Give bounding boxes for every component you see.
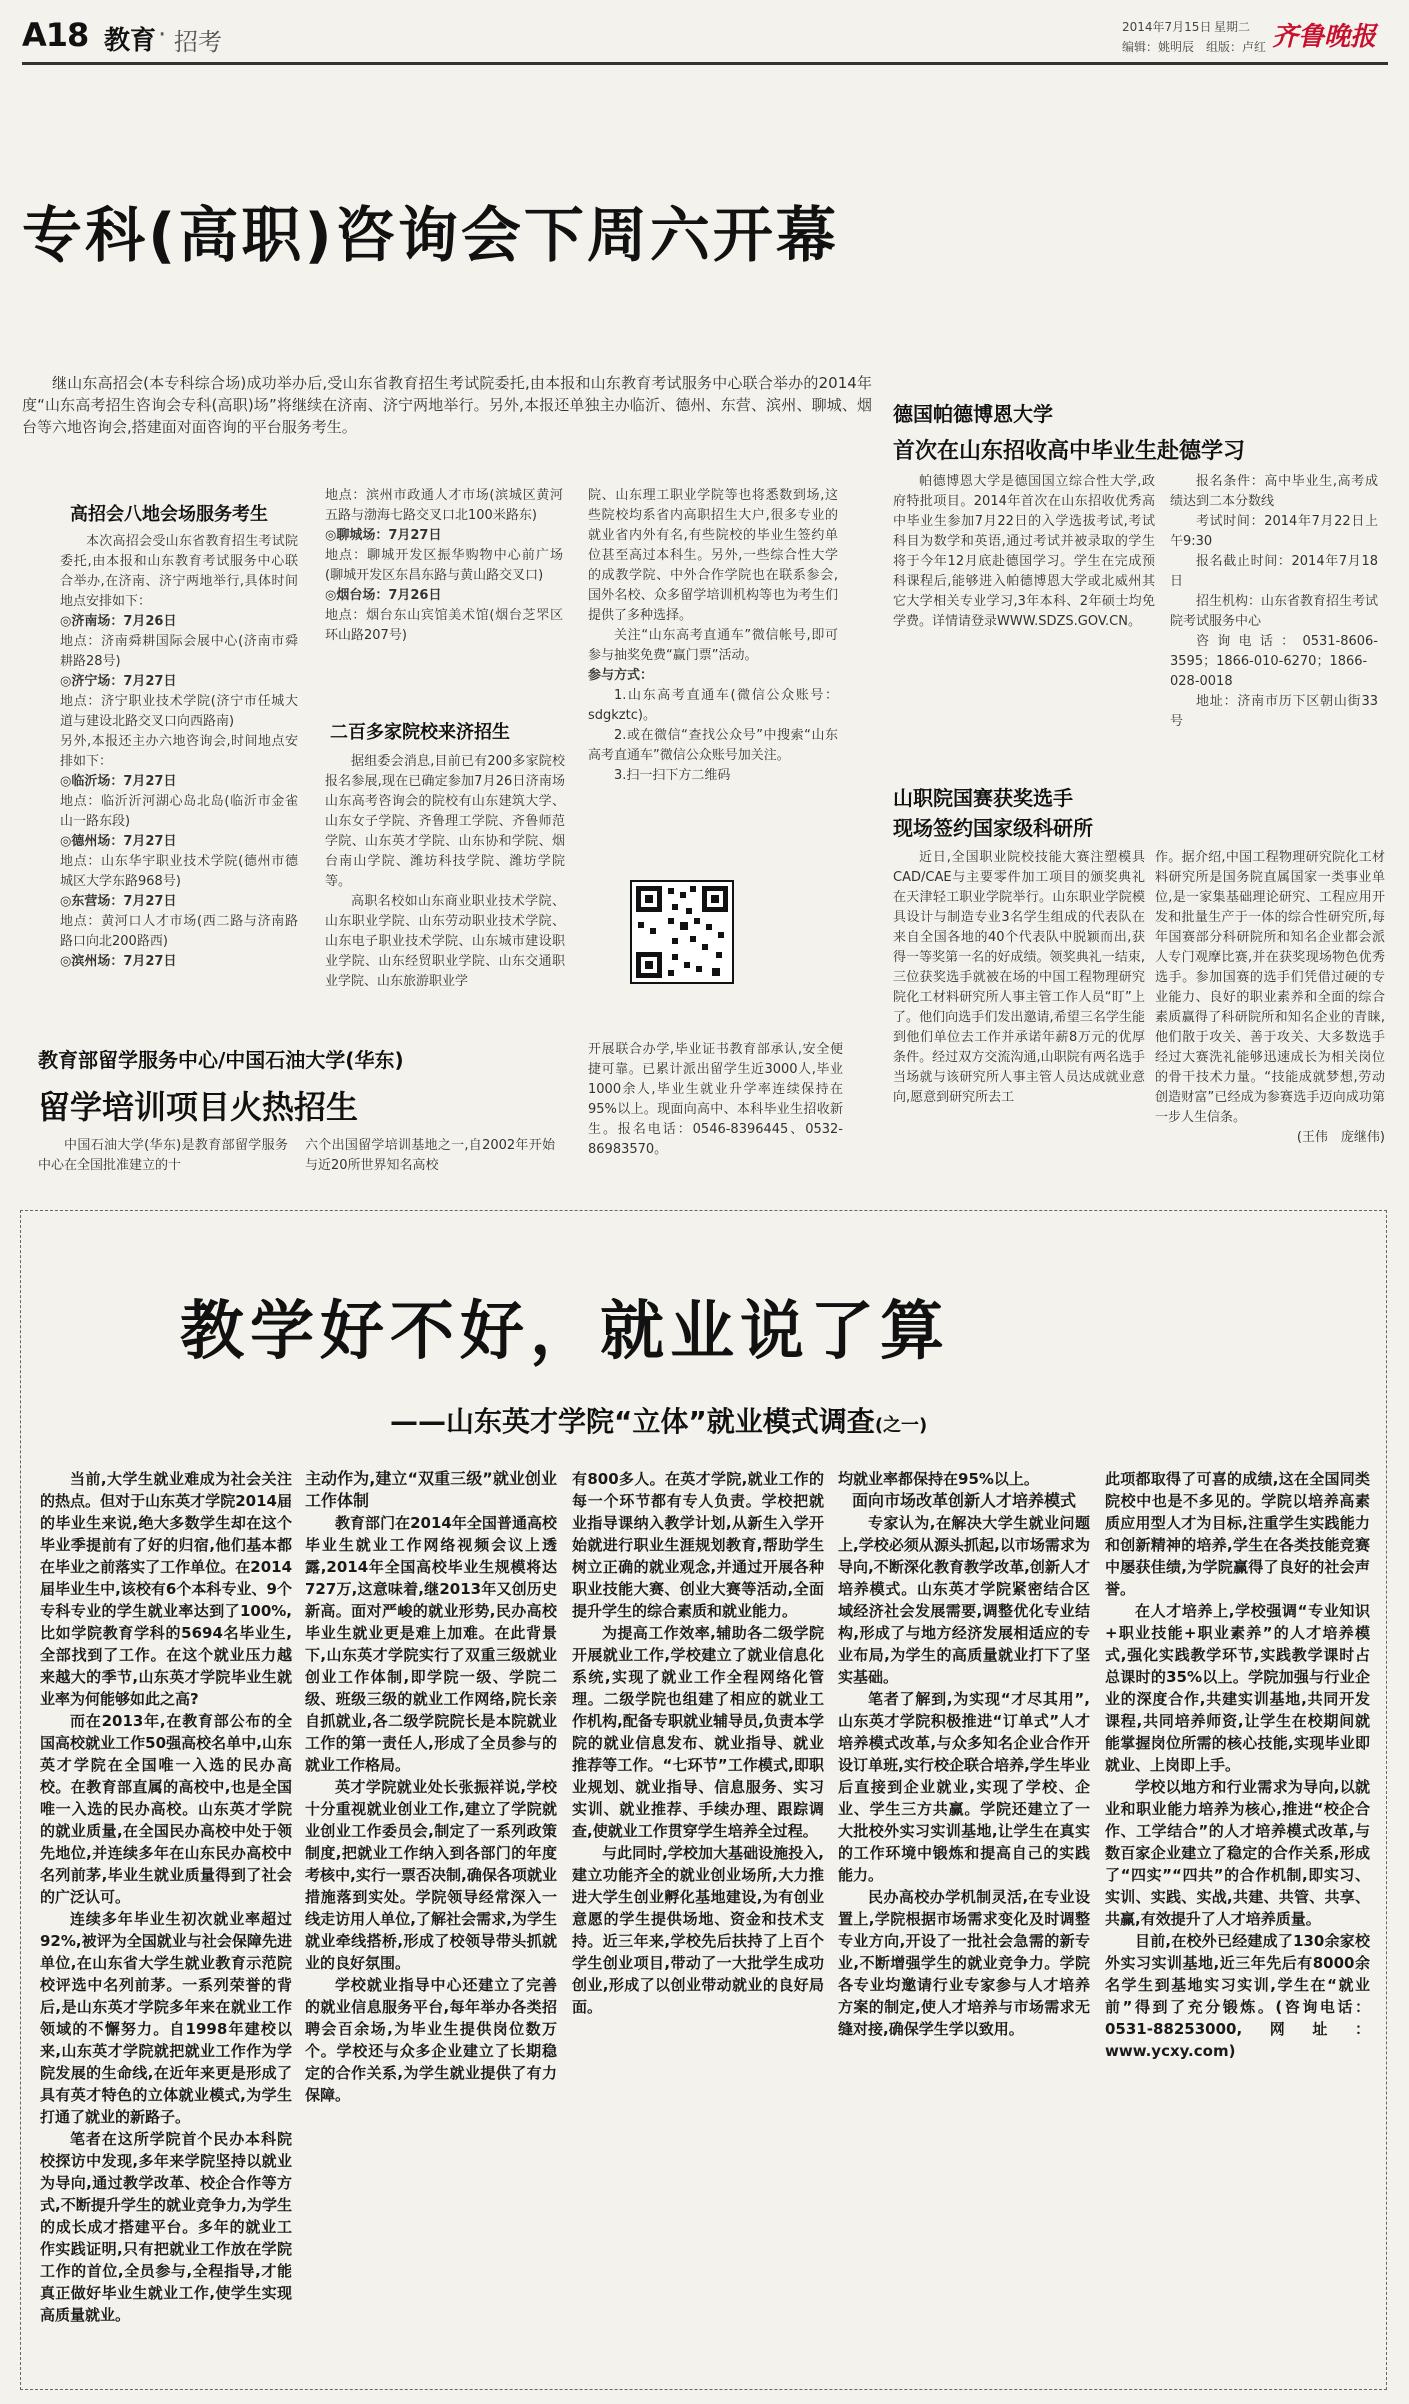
venue-city: ◎聊城场：7月27日 (325, 528, 442, 543)
german-info (1170, 472, 1378, 744)
schools-step: 2.或在微信“查找公众号”中搜索“山东高考直通车”微信公众账号加关注。 (588, 728, 838, 763)
german-title1: 德国帕德博恩大学 (893, 402, 1053, 426)
feature-subline-tail: (之一) (874, 1415, 928, 1436)
feature-col4 (838, 1468, 1090, 2373)
venues-title: 高招会八地会场服务考生 (70, 504, 268, 525)
venue-city: ◎济宁场：7月27日 (60, 674, 177, 689)
feature-subline-text: ——山东英才学院“立体”就业模式调查 (390, 1405, 875, 1438)
schools-steps-title: 参与方式： (588, 668, 654, 683)
venues-note: 另外,本报还主办六地咨询会,时间地点安排如下： (60, 734, 298, 769)
section-dot: · (158, 20, 167, 50)
feature-col5-text: 此项都取得了可喜的成绩,这在全国同类院校中也是不多见的。学院以培养高素质应用型人才为目标,注重学生实践能力和创新精神的培养,学生在各类技能竞赛中屡获佳绩,为学院赢得了良好的社会声誉。 (1105, 1470, 1370, 1598)
feature-col3-text: 为提高工作效率,辅助各二级学院开展就业工作,学校建立了就业信息化系统,实现了就业工作全程网络化管理。二级学院也组建了相应的就业工作机构,配备专职就业辅导员,负责本学院的就业信息发布、就业指导、就业推荐等工作。“七环节”工作模式,即职业规划、就业指导、信息服务、实习实训、就业推荐、手续办理、跟踪调查,使就业工作贯穿学生培养全过程。 (572, 1624, 824, 1840)
feature-col1-text: 而在2013年,在教育部公布的全国高校就业工作50强高校名单中,山东英才学院在全国唯一入选的民办高校。在教育部直属的高校中,也是全国唯一入选的民办高校。山东英才学院的就业质量,在全国民办高校中处于领先地位,并连续多年在山东民办高校中名列前茅,毕业生就业质量得到了社会的广泛认可。 (40, 1712, 292, 1906)
venue-city: ◎济南场：7月26日 (60, 614, 177, 629)
feature-col4-text: 民办高校办学机制灵活,在专业设置上,学院根据市场需求变化及时调整专业方向,开设了一批社会急需的新专业,不断增强学生的就业竞争力。学院各专业均邀请行业专家参与人才培养方案的制定,使人才培养与市场需求无缝对接,确保学生学以致用。 (838, 1888, 1090, 2038)
study-title1: 教育部留学服务中心/中国石油大学(华东) (38, 1048, 404, 1072)
shanzhi-col1-text: 近日,全国职业院校技能大赛注塑模具CAD/CAE与主要零件加工项目的颁奖典礼在天津轻工职业学院举行。山东职业学院模具设计与制造专业3名学生组成的代表队在来自全国各地的40个代表队中脱颖而出,获得一等奖第一名的好成绩。领奖典礼一结束,三位获奖选手就被在场的中国工程物理研究院化工材料研究所人事主管工作人员“盯”上了。他们向选手们发出邀请,希望三名学生能到他们单位去工作并承诺年薪8万元的优厚条件。经过双方交流沟通,山职院有两名选手当场就与该研究所人事主管人员达成就业意向,愿意到研究所去工 (893, 850, 1145, 1105)
study-col3-text: 开展联合办学,毕业证书教育部承认,安全便捷可靠。已累计派出留学生近3000人,毕业1000余人,毕业生就业升学率连续保持在95%以上。现面向高中、本科毕业生招收新生。报名电话：0546-8396445、0532-86983570。 (588, 1042, 843, 1157)
feature-col5 (1105, 1468, 1370, 2373)
german-info-item: 考试时间：2014年7月22日上午9:30 (1170, 514, 1378, 549)
study-title2: 留学培训项目火热招生 (38, 1088, 359, 1126)
venue-place: 地点：滨州市政通人才市场(滨城区黄河五路与渤海七路交叉口北100米路东) (325, 488, 563, 523)
schools-step: 1.山东高考直通车(微信公众账号：sdgkztc)。 (588, 688, 838, 723)
feature-col2-text: 学校就业指导中心还建立了完善的就业信息服务平台,每年举办各类招聘会百余场,为毕业生提供岗位数万个。学校还与众多企业建立了长期稳定的合作关系,为学生就业提供了有力保障。 (305, 1976, 557, 2104)
main-lead-text: 继山东高招会(本专科综合场)成功举办后,受山东省教育招生考试院委托,由本报和山东教育考试服务中心联合举办的2014年度“山东高考招生咨询会专科(高职)场”将继续在济南、济宁两地举行。另外,本报还单独主办临沂、德州、东营、滨州、聊城、烟台等六地咨询会,搭建面对面咨询的平台服务考生。 (22, 374, 872, 436)
feature-col1-text: 笔者在这所学院首个民办本科院校探访中发现,多年来学院坚持以就业为导向,通过教学改革、校企合作等方式,不断提升学生的就业竞争力,为学生的成长成才搭建平台。多年的就业工作实践证明,只有把就业工作放在学院工作的首位,全员参与,全程指导,才能真正做好毕业生就业工作,使学生实现高质量就业。 (40, 2130, 292, 2324)
feature-col3-text: 与此同时,学校加大基础设施投入,建立功能齐全的就业创业场所,大力推进大学生创业孵化基地建设,为有创业意愿的学生提供场地、资金和技术支持。近三年来,学校先后扶持了上百个学生创业项目,带动了一大批学生成功创业,形成了以创业带动就业的良好局面。 (572, 1844, 824, 2016)
feature-col3 (572, 1468, 824, 2373)
venue-city: ◎滨州场：7月27日 (60, 954, 177, 969)
schools-title: 二百多家院校来济招生 (330, 722, 510, 743)
german-title2: 首次在山东招收高中毕业生赴德学习 (893, 439, 1246, 464)
schools-step: 3.扫一扫下方二维码 (614, 768, 731, 783)
venue-place: 地点：济宁职业技术学院(济宁市任城大道与建设北路交叉口向西路南) (60, 694, 298, 729)
feature-col1-text: 连续多年毕业生初次就业率超过92%,被评为全国就业与社会保障先进单位,在山东省大学生就业教育示范院校评选中名列前茅。一系列荣誉的背后,是山东英才学院多年来在就业工作领域的不懈努力。自1998年建校以来,山东英才学院就把就业工作作为学院发展的生命线,在近年来更是形成了具有英才特色的立体就业模式,为学生打通了就业的新路子。 (40, 1910, 292, 2126)
venue-place: 地点：烟台东山宾馆美术馆(烟台芝罘区环山路207号) (325, 608, 563, 643)
shanzhi-col1 (893, 848, 1145, 1258)
section-name: 教育 (104, 26, 157, 56)
schools-p2: 高职名校如山东商业职业技术学院、山东职业学院、山东劳动职业技术学院、山东电子职业技术学院、山东城市建设职业学院、山东经贸职业学院、山东交通职业学院、山东旅游职业学 (325, 894, 565, 989)
schools-col2 (325, 752, 565, 1052)
venue-city: ◎东营场：7月27日 (60, 894, 177, 909)
page-header (22, 14, 1388, 62)
qr-code (630, 880, 734, 984)
venue-place: 地点：黄河口人才市场(西二路与济南路路口向北200路西) (60, 914, 298, 949)
feature-col3-text: 有800多人。在英才学院,就业工作的每一个环节都有专人负责。学校把就业指导课纳入教学计划,从新生入学开始就进行职业生涯规划教育,帮助学生树立正确的就业观念,并通过开展各种职业技能大赛、创业大赛等活动,全面提升学生的综合素质和就业能力。 (572, 1470, 824, 1620)
issue-date: 2014年7月15日 (1122, 20, 1212, 34)
study-col2 (305, 1136, 555, 1184)
main-lead (22, 372, 872, 468)
study-col2-text: 六个出国留学培训基地之一,自2002年开始与近20所世界知名高校 (305, 1138, 555, 1173)
feature-col2-text: 英才学院就业处长张振祥说,学校十分重视就业创业工作,建立了学院就业创业工作委员会,制定了一系列政策制度,把就业工作纳入到各部门的年度考核中,实行一票否决制,确保各项就业措施落到实处。学院领导经常深入一线走访用人单位,了解社会需求,为学生就业牵线搭桥,形成了校领导带头抓就业的良好氛围。 (305, 1778, 557, 1972)
feature-subline (390, 1400, 927, 1440)
study-col1-text: 中国石油大学(华东)是教育部留学服务中心在全国批准建立的十 (38, 1138, 288, 1173)
german-info-item: 招生机构：山东省教育招生考试院考试服务中心 (1170, 594, 1378, 629)
shanzhi-title1: 山职院国赛获奖选手 (893, 786, 1073, 810)
venue-city: ◎烟台场：7月26日 (325, 588, 442, 603)
venue-place: 地点：济南舜耕国际会展中心(济南市舜耕路28号) (60, 634, 298, 669)
german-info-item: 咨询电话：0531-8606-3595；1866-010-6270；1866-028-0018 (1170, 634, 1378, 689)
shanzhi-col2 (1155, 848, 1385, 1258)
venue-place: 地点：聊城开发区振华购物中心前广场(聊城开发区东昌东路与黄山路交叉口) (325, 548, 563, 583)
header-rule (22, 62, 1388, 65)
feature-col2-text: 教育部门在2014年全国普通高校毕业生就业工作网络视频会议上透露,2014年全国高校毕业生规模将达727万,这意味着,继2013年又创历史新高。面对严峻的就业形势,民办高校毕业生就业更是难上加难。在此背景下,山东英才学院实行了双重三级就业创业工作体制,即学院一级、学院二级、班级三级的就业工作网络,院长亲自抓就业,各二级学院院长是本院就业工作的第一责任人,形成了全员参与的就业工作格局。 (305, 1514, 557, 1774)
feature-col5-text: 目前,在校外已经建成了130余家校外实习实训基地,近三年先后有8000余名学生到基地实习实训,学生在“就业前”得到了充分锻炼。(咨询电话：0531-88253000,网址：www.ycxy.com) (1105, 1932, 1370, 2060)
german-info-item: 报名条件：高中毕业生,高考成绩达到二本分数线 (1170, 474, 1378, 509)
feature-col4-text: 笔者了解到,为实现“才尽其用”,山东英才学院积极推进“订单式”人才培养模式改革,与众多知名企业合作开设订单班,实行校企联合培养,学生毕业后直接到企业就业,实现了学校、企业、学生三方共赢。学院还建立了一大批校外实习实训基地,让学生在真实的工作环境中锻炼和提高自己的实践能力。 (838, 1690, 1090, 1884)
venues-col2 (325, 486, 563, 711)
venue-place: 地点：山东华宇职业技术学院(德州市德城区大学东路968号) (60, 854, 298, 889)
feature-col5-text: 在人才培养上,学校强调“专业知识+职业技能+职业素养”的人才培养模式,强化实践教学环节,实践教学课时占总课时的35%以上。学院加强与行业企业的深度合作,共建实训基地,共同开发课程,共同培养师资,让学生在校期间就能掌握岗位所需的核心技能,实现毕业即就业、上岗即上手。 (1105, 1602, 1370, 1774)
feature-col4-text: 专家认为,在解决大学生就业问题上,学校必须从源头抓起,以市场需求为导向,不断深化教育教学改革,创新人才培养模式。山东英才学院紧密结合区域经济社会发展需要,调整优化专业结构,形成了与地方经济发展相适应的专业布局,为学生的高质量就业打下了坚实基础。 (838, 1514, 1090, 1686)
study-col3 (588, 1040, 843, 1188)
feature-col2 (305, 1468, 557, 2373)
issue-weekday: 星期二 (1214, 20, 1251, 34)
venue-place: 地点：临沂沂河湖心岛北岛(临沂市金雀山一路东段) (60, 794, 298, 829)
feature-headline: 教学好不好，就业说了算 (180, 1294, 950, 1369)
feature-col5-text: 学校以地方和行业需求为导向,以就业和职业能力培养为核心,推进“校企合作、工学结合”的人才培养模式改革,与数百家企业建立了稳定的合作关系,形成了“四实”“四共”的合作机制,即实习、实训、实践、实战,共建、共管、共享、共赢,有效提升了人才培养质量。 (1105, 1778, 1370, 1928)
feature-col4-heading: 面向市场改革创新人才培养模式 (851, 1491, 1076, 1510)
venue-city: ◎临沂场：7月27日 (60, 774, 177, 789)
schools-p1: 据组委会消息,目前已有200多家院校报名参展,现在已确定参加7月26日济南场山东高考咨询会的院校有山东建筑大学、山东女子学院、齐鲁理工学院、齐鲁师范学院、山东英才学院、山东协和学院、烟台南山学院、潍坊科技学院、潍坊学院等。 (325, 754, 565, 889)
subsection-name: 招考 (174, 28, 222, 56)
schools-col3 (588, 486, 838, 866)
german-info-item: 报名截止时间：2014年7月18日 (1170, 554, 1378, 589)
venues-col1 (60, 532, 298, 1047)
german-body (893, 472, 1155, 744)
venue-city: ◎德州场：7月27日 (60, 834, 177, 849)
german-info-item: 地址：济南市历下区朝山街33号 (1170, 694, 1378, 729)
newspaper-logo: 齐鲁晚报 (1272, 22, 1377, 52)
feature-col1-text: 当前,大学生就业难成为社会关注的热点。但对于山东英才学院2014届的毕业生来说,绝大多数学生却在这个毕业季提前有了好的归宿,他们基本都在毕业之前落实了工作单位。在2014届毕业生中,该校有6个本科专业、9个专科专业的学生就业率达到了100%,比如学院教育学科的5694名毕业生,全部找到了工作。在这个就业压力越来越大的季节,山东英才学院毕业生就业率为何能够如此之高? (40, 1470, 292, 1708)
shanzhi-byline: (王伟 庞继伟) (1296, 1130, 1385, 1145)
feature-col4-top: 均就业率都保持在95%以上。 (838, 1470, 1039, 1488)
feature-col2-heading: 主动作为,建立“双重三级”就业创业工作体制 (305, 1469, 557, 1510)
shanzhi-col2-text: 作。据介绍,中国工程物理研究院化工材料研究所是国务院直属国家一类事业单位,是一家集基础理论研究、工程应用开发和批量生产于一体的综合性研究所,每年国赛部分科研院所和知名企业都会派人专门观摩比赛,并在获奖现场物色优秀选手。参加国赛的选手们凭借过硬的专业能力、良好的职业素养和全面的综合素质赢得了科研院所和知名企业的青睐,他们散于攻关、善于攻关、大多数选手经过大赛洗礼能够迅速成长为相关岗位的骨干技术力量。“技能成就梦想,劳动创造财富”已经成为参赛选手迈向成功第一步人生信条。 (1155, 850, 1385, 1125)
german-body-text: 帕德博恩大学是德国国立综合性大学,政府特批项目。2014年首次在山东招收优秀高中毕业生参加7月22日的入学选拔考试,考试科目为数学和英语,通过考试并被录取的学生将于今年12月底赴德国学习。学生在完成预科课程后,能够进入帕德博恩大学或北威州其它大学相关专业学习,3年本科、2年硕士均免学费。详情请登录WWW.SDZS.GOV.CN。 (893, 474, 1155, 629)
feature-col1 (40, 1468, 292, 2373)
qr-code-icon (632, 882, 732, 982)
schools-p3: 院、山东理工职业学院等也将悉数到场,这些院校均系省内高职招生大户,很多专业的就业省内外有名,有些院校的毕业生签约单位甚至高过本科生。另外,一些综合性大学的成教学院、中外合作学院也在联系参会,国外名校、众多留学培训机构等也为考生们提供了多种选择。 (588, 488, 838, 623)
page-number: A18 (22, 16, 89, 54)
editors-line: 编辑：姚明辰 组版：卢红 (1122, 40, 1267, 54)
schools-p4: 关注“山东高考直通车”微信帐号,即可参与抽奖免费“赢门票”活动。 (588, 628, 838, 663)
venues-intro: 本次高招会受山东省教育招生考试院委托,由本报和山东教育考试服务中心联合举办,在济南、济宁两地举行,具体时间地点安排如下： (60, 534, 298, 609)
study-col1 (38, 1136, 288, 1184)
main-headline: 专科(高职)咨询会下周六开幕 (22, 201, 839, 271)
shanzhi-title2: 现场签约国家级科研所 (893, 816, 1093, 840)
